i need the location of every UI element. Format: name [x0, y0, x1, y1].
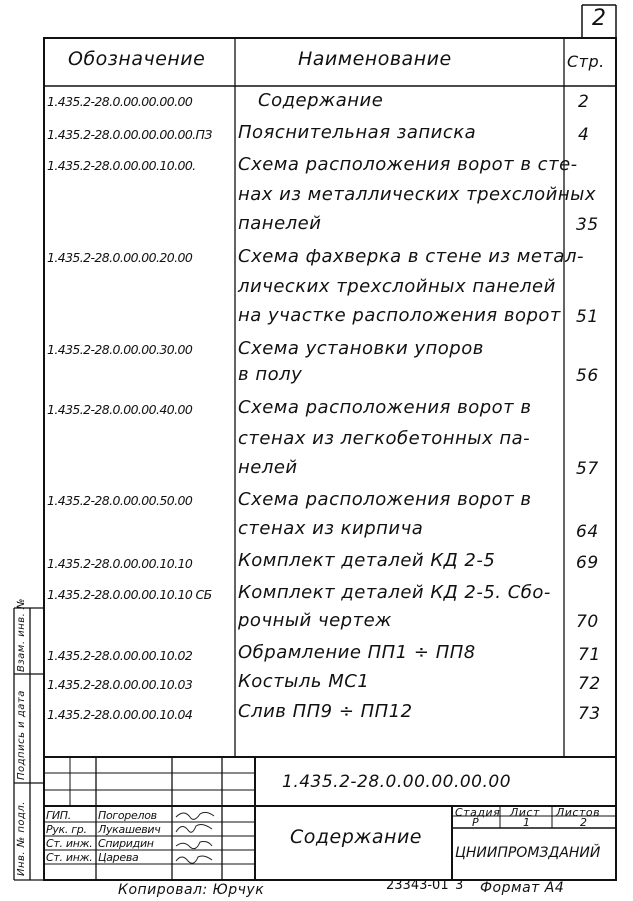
order-suffix: 3 — [455, 878, 464, 893]
row-code: 1.435.2-28.0.00.00.20.00 — [47, 250, 193, 265]
row-code: 1.435.2-28.0.00.00.30.00 — [47, 342, 193, 357]
row-page: 57 — [576, 459, 599, 479]
row-name-line: на участке расположения ворот — [238, 305, 561, 326]
side-label-original-inv: Инв. № подл. — [16, 801, 27, 876]
row-code: 1.435.2-28.0.00.00.00.00.ПЗ — [47, 127, 212, 142]
document-title: Содержание — [290, 826, 422, 848]
staff-role: ГИП. — [46, 809, 71, 822]
order-number: 23343-01 — [386, 878, 449, 893]
staff-name: Царева — [98, 851, 139, 864]
row-name-line: панелей — [238, 213, 322, 234]
sheet-number: 2 — [592, 6, 607, 31]
row-code: 1.435.2-28.0.00.00.10.10 — [47, 556, 193, 571]
row-code: 1.435.2-28.0.00.00.00.00 — [47, 94, 193, 109]
row-name-line: Схема расположения ворот в сте- — [238, 154, 578, 175]
row-name-line: Костыль МС1 — [238, 671, 370, 692]
staff-name: Погорелов — [98, 809, 157, 822]
sheets-label: Листов — [556, 806, 601, 819]
row-name-line: нах из металлических трехслойных — [238, 184, 596, 205]
row-name-line: Содержание — [258, 90, 384, 111]
row-name-line: лических трехслойных панелей — [238, 276, 556, 297]
row-page: 72 — [578, 674, 601, 694]
row-name-line: Комплект деталей КД 2-5. Сбо- — [238, 582, 551, 603]
organization: ЦНИИПРОМЗДАНИЙ — [455, 845, 601, 861]
row-code: 1.435.2-28.0.00.00.10.02 — [47, 648, 193, 663]
row-page: 4 — [578, 125, 590, 145]
row-name-line: Схема установки упоров — [238, 338, 484, 359]
staff-role: Рук. гр. — [46, 823, 87, 836]
stage-value: Р — [472, 816, 480, 829]
staff-role: Ст. инж. — [46, 837, 93, 850]
paper-format: Формат А4 — [480, 880, 565, 896]
staff-role: Ст. инж. — [46, 851, 93, 864]
row-name-line: Пояснительная записка — [238, 122, 477, 143]
stage-label: Стадия — [455, 806, 501, 819]
row-code: 1.435.2-28.0.00.00.10.10 СБ — [47, 587, 212, 602]
row-page: 70 — [576, 612, 599, 632]
staff-name: Лукашевич — [98, 823, 161, 836]
row-name-line: Обрамление ПП1 ÷ ПП8 — [238, 642, 476, 663]
staff-name: Спиридин — [98, 837, 154, 850]
side-label-signature-date: Подпись и дата — [16, 690, 27, 780]
sheet-label: Лист — [510, 806, 540, 819]
row-name-line: Схема фахверка в стене из метал- — [238, 246, 584, 267]
column-header-name: Наименование — [298, 48, 452, 70]
row-name-line: в полу — [238, 364, 303, 385]
row-page: 56 — [576, 366, 599, 386]
row-page: 2 — [578, 92, 590, 112]
sheets-value: 2 — [580, 816, 588, 829]
copied-by: Копировал: Юрчук — [118, 882, 265, 898]
row-code: 1.435.2-28.0.00.00.10.00. — [47, 158, 196, 173]
row-page: 35 — [576, 215, 599, 235]
row-page: 51 — [576, 307, 599, 327]
document-code: 1.435.2-28.0.00.00.00.00 — [282, 772, 512, 792]
row-page: 69 — [576, 553, 599, 573]
row-name-line: стенах из кирпича — [238, 518, 424, 539]
row-name-line: Слив ПП9 ÷ ПП12 — [238, 701, 413, 722]
row-code: 1.435.2-28.0.00.00.10.04 — [47, 707, 193, 722]
row-name-line: нелей — [238, 457, 298, 478]
row-page: 71 — [578, 645, 601, 665]
side-label-inv-no: Взам. инв. № — [16, 598, 27, 672]
row-name-line: Схема расположения ворот в — [238, 397, 532, 418]
row-code: 1.435.2-28.0.00.00.50.00 — [47, 493, 193, 508]
column-header-designation: Обозначение — [68, 48, 206, 70]
row-name-line: Схема расположения ворот в — [238, 489, 532, 510]
row-page: 64 — [576, 522, 599, 542]
row-name-line: Комплект деталей КД 2-5 — [238, 550, 496, 571]
sheet-value: 1 — [523, 816, 531, 829]
row-page: 73 — [578, 704, 601, 724]
row-name-line: стенах из легкобетонных па- — [238, 428, 531, 449]
row-code: 1.435.2-28.0.00.00.10.03 — [47, 677, 193, 692]
row-code: 1.435.2-28.0.00.00.40.00 — [47, 402, 193, 417]
column-header-page: Стр. — [567, 52, 605, 71]
row-name-line: рочный чертеж — [238, 610, 392, 631]
